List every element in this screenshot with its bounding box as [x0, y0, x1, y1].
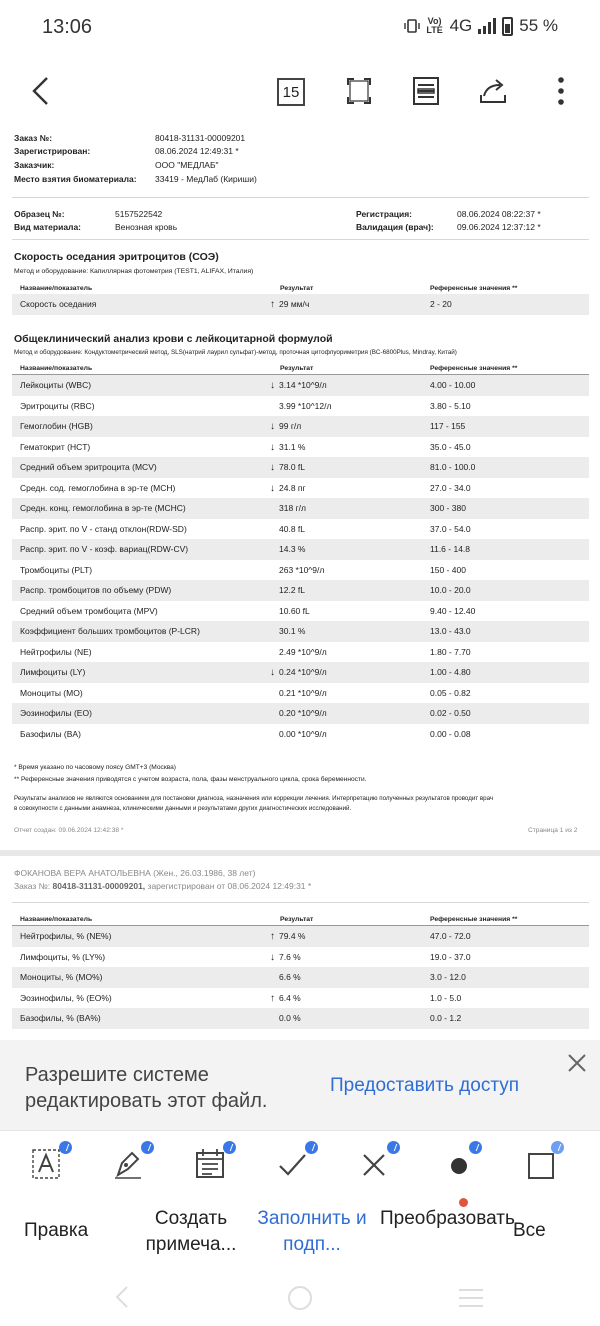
table-row — [12, 478, 589, 499]
test-name: Коэффициент больших тромбоцитов (P-LCR) — [20, 626, 200, 636]
reference-note: ** Референсные значения приводятся с учетом возраста, пола, фазы менструального цикла, срока беременности. — [14, 776, 367, 783]
test-name: Распр. эрит. по V - коэф. вариац(RDW-CV) — [20, 544, 189, 554]
cross-tool[interactable] — [358, 1147, 394, 1183]
registered-label: Зарегистрирован: — [14, 146, 91, 156]
table-row — [12, 642, 589, 663]
test-reference: 4.00 - 10.00 — [430, 380, 476, 390]
material-label: Вид материала: — [14, 222, 82, 232]
divider — [12, 197, 589, 198]
test-result: 0.24 *10^9/л — [279, 667, 327, 677]
table-row — [12, 662, 589, 683]
dot-icon — [440, 1147, 472, 1181]
table-row — [12, 947, 589, 968]
time-note: * Время указано по часовому поясу GMT+3 (Москва) — [14, 764, 176, 771]
test-name: Эозинофилы, % (EO%) — [20, 992, 112, 1003]
order-line — [14, 881, 311, 891]
order-label: Заказ №: — [14, 133, 53, 143]
test-result: 263 *10^9/л — [279, 564, 325, 575]
test-name: Тромбоциты (PLT) — [20, 564, 93, 575]
test-name: Эритроциты (RBC) — [20, 400, 95, 411]
test-name: Нейтрофилы, % (NE%) — [20, 931, 112, 941]
test-result: 3.99 *10^12/л — [279, 400, 332, 411]
status-bar — [0, 0, 600, 56]
test-name: Средний объем тромбоцита (MPV) — [20, 605, 158, 616]
back-button[interactable] — [24, 74, 58, 108]
patient-header: ФОКАНОВА ВЕРА АНАТОЛЬЕВНА (Жен., 26.03.1986, 38 лет) — [14, 868, 256, 878]
premium-badge-icon — [59, 1141, 72, 1154]
page-number-button[interactable]: 15 — [277, 78, 305, 106]
order-prefix: Заказ №: — [14, 881, 51, 891]
table-row — [12, 375, 589, 396]
disclaimer-line-1: Результаты анализов не являются основанием для постановки диагноза, назначения или коррекции лечения. Интерпретацию полученных результатов проводит врач — [14, 795, 494, 802]
tab-fill-sign[interactable]: Заполнить и подп... — [257, 1208, 367, 1255]
system-nav-bar — [0, 1274, 600, 1326]
test-reference: 3.80 - 5.10 — [430, 400, 471, 411]
test-reference: 11.6 - 14.8 — [430, 544, 471, 554]
test-name: Средн. конц. гемоглобина в эр-те (MCHC) — [20, 503, 186, 513]
test-reference: 0.00 - 0.08 — [430, 728, 471, 739]
test-reference: 1.00 - 4.80 — [430, 667, 471, 677]
test-name: Распр. тромбоцитов по объему (PDW) — [20, 585, 172, 595]
test-reference: 0.02 - 0.50 — [430, 708, 471, 718]
premium-badge-icon — [223, 1141, 236, 1154]
test-name: Моноциты, % (MO%) — [20, 972, 103, 982]
registration-label: Регистрация: — [356, 209, 413, 219]
test-reference: 117 - 155 — [430, 421, 466, 431]
text-box-icon — [30, 1147, 62, 1181]
sample-value: 5157522542 — [115, 209, 163, 219]
tab-create-note[interactable]: Создать примеча... — [145, 1208, 237, 1255]
nav-home-button[interactable] — [286, 1284, 314, 1317]
registered-value: 08.06.2024 12:49:31 * — [155, 146, 239, 156]
material-value: Венозная кровь — [115, 222, 178, 232]
test-reference: 9.40 - 12.40 — [430, 605, 476, 616]
test-reference: 10.0 - 20.0 — [430, 585, 471, 595]
notification-dot — [459, 1198, 468, 1207]
test-name: Нейтрофилы (NE) — [20, 646, 92, 657]
cbc-title: Общеклинический анализ крови с лейкоцитарной формулой — [14, 333, 333, 345]
checkmark-icon — [276, 1147, 308, 1181]
test-name: Моноциты (MO) — [20, 687, 83, 698]
test-result: 318 г/л — [279, 503, 306, 513]
test-reference: 150 - 400 — [430, 564, 466, 575]
test-name: Базофилы (BA) — [20, 728, 81, 739]
test-reference: 1.0 - 5.0 — [430, 992, 462, 1003]
status-icons — [404, 16, 558, 36]
test-result: 31.1 % — [279, 441, 306, 452]
nav-back-icon — [110, 1284, 134, 1310]
table-row — [12, 601, 589, 622]
order-number: 80418-31131-00009201, — [52, 881, 146, 891]
test-name: Лимфоциты (LY) — [20, 667, 86, 677]
col-header-name: Название/показатель — [20, 916, 93, 923]
arrow-down-icon: ↓ — [270, 951, 275, 963]
test-result: 0.0 % — [279, 1013, 301, 1023]
table-row — [12, 519, 589, 540]
page-indicator: Страница 1 из 2 — [528, 827, 578, 834]
premium-badge-icon — [469, 1141, 482, 1154]
tab-convert[interactable]: Преобразовать — [380, 1208, 515, 1229]
test-reference: 300 - 380 — [430, 503, 466, 513]
arrow-down-icon: ↓ — [270, 462, 275, 473]
cbc-method: Метод и оборудование: Кондуктометрический метод, SLS(натрий лаурил сульфат)-метод, проточная цитофлуориметрия (BC-6800Plus, Mindray, Китай) — [14, 349, 457, 356]
test-reference: 27.0 - 34.0 — [430, 482, 471, 493]
col-header-result: Результат — [280, 285, 314, 292]
test-result: 10.60 fL — [279, 605, 310, 616]
more-vertical-icon — [557, 76, 565, 106]
page-view-button[interactable] — [409, 74, 443, 108]
text-tool[interactable] — [30, 1147, 66, 1183]
bottom-tabs — [0, 1198, 600, 1274]
dot-tool[interactable] — [440, 1147, 476, 1183]
annotation-tools — [0, 1130, 600, 1198]
premium-badge-icon — [305, 1141, 318, 1154]
report-created: Отчет создан: 09.06.2024 12:42:38 * — [14, 827, 124, 834]
rectangle-tool[interactable] — [522, 1147, 558, 1183]
test-reference: 0.05 - 0.82 — [430, 687, 471, 698]
col-header-result: Результат — [280, 365, 314, 372]
arrow-up-icon: ↑ — [270, 992, 275, 1004]
table-row — [12, 621, 589, 642]
test-result: 0.00 *10^9/л — [279, 728, 327, 739]
banner-message: Разрешите системе редактировать этот файл. — [25, 1064, 268, 1112]
test-result: 0.21 *10^9/л — [279, 687, 327, 698]
customer-label: Заказчик: — [14, 160, 55, 170]
table-row — [12, 416, 589, 437]
nav-back-button[interactable] — [110, 1284, 134, 1315]
rectangle-icon — [522, 1147, 554, 1181]
test-result: 14.3 % — [279, 544, 306, 554]
arrow-up-icon: ↑ — [270, 299, 275, 310]
signature-tool[interactable] — [112, 1147, 148, 1183]
table-row — [12, 703, 589, 724]
network-type: 4G — [449, 16, 473, 35]
order-value: 80418-31131-00009201 — [155, 133, 246, 143]
test-result: 3.14 *10^9/л — [279, 380, 327, 390]
test-reference: 13.0 - 43.0 — [430, 626, 471, 636]
test-result: 7.6 % — [279, 951, 301, 962]
test-result: 6.4 % — [279, 992, 301, 1003]
fullscreen-icon — [346, 77, 372, 105]
esr-title: Скорость оседания эритроцитов (СОЭ) — [14, 251, 219, 263]
date-tool[interactable] — [194, 1147, 230, 1183]
table-row — [12, 539, 589, 560]
test-name: Средн. сод. гемоглобина в эр-те (MCH) — [20, 482, 176, 493]
table-row — [12, 967, 589, 988]
arrow-down-icon: ↓ — [270, 441, 275, 453]
esr-method: Метод и оборудование: Капиллярная фотометрия (TEST1, ALIFAX, Италия) — [14, 268, 254, 275]
table-row — [12, 683, 589, 704]
pen-nib-icon — [112, 1147, 144, 1181]
test-result: 78.0 fL — [279, 462, 305, 472]
place-value: 33419 - МедЛаб (Кириши) — [155, 174, 257, 184]
test-result: 99 г/л — [279, 421, 302, 431]
test-name: Распр. эрит. по V - станд отклон(RDW-SD) — [20, 523, 187, 534]
pdf-document[interactable] — [0, 128, 600, 1040]
chevron-left-icon — [29, 76, 53, 106]
test-name: Базофилы, % (BA%) — [20, 1013, 101, 1023]
battery-level: 55 % — [519, 16, 558, 35]
test-reference: 3.0 - 12.0 — [430, 972, 466, 982]
share-button[interactable] — [476, 74, 510, 108]
test-name: Лейкоциты (WBC) — [20, 380, 92, 390]
disclaimer-line-2: в совокупности с данными анамнеза, клиническими данными и результатами других диагностических исследований. — [14, 805, 352, 812]
arrow-down-icon: ↓ — [270, 421, 275, 432]
test-name: Скорость оседания — [20, 299, 97, 309]
test-result: 40.8 fL — [279, 523, 305, 534]
divider — [12, 902, 589, 903]
col-header-name: Название/показатель — [20, 365, 93, 372]
arrow-down-icon: ↓ — [270, 482, 275, 494]
col-header-reference: Референсные значения ** — [430, 365, 518, 372]
table-row — [12, 437, 589, 458]
col-header-result: Результат — [280, 916, 314, 923]
premium-badge-icon — [551, 1141, 564, 1154]
test-reference: 35.0 - 45.0 — [430, 441, 471, 452]
test-result: 79.4 % — [279, 931, 306, 941]
test-result: 30.1 % — [279, 626, 306, 636]
test-reference: 0.0 - 1.2 — [430, 1013, 462, 1023]
checkmark-tool[interactable] — [276, 1147, 312, 1183]
more-options-button[interactable] — [544, 74, 578, 108]
table-row — [12, 926, 589, 947]
test-result: 29 мм/ч — [279, 299, 310, 309]
table-row — [12, 724, 589, 745]
test-reference: 1.80 - 7.70 — [430, 646, 471, 657]
table-row — [12, 560, 589, 581]
nav-home-icon — [286, 1284, 314, 1312]
page-layout-icon — [412, 76, 440, 106]
test-result: 24.8 пг — [279, 482, 306, 493]
tab-all[interactable]: Все — [513, 1220, 546, 1241]
vibrate-icon — [404, 18, 420, 34]
close-icon — [566, 1052, 588, 1074]
cross-icon — [358, 1147, 390, 1181]
test-name: Гемоглобин (HGB) — [20, 421, 93, 431]
test-reference: 2 - 20 — [430, 299, 452, 309]
arrow-down-icon: ↓ — [270, 667, 275, 678]
test-reference: 19.0 - 37.0 — [430, 951, 471, 962]
page-separator — [0, 850, 600, 856]
validation-label: Валидация (врач): — [356, 222, 434, 232]
arrow-up-icon: ↑ — [270, 931, 275, 942]
order-suffix: зарегистрирован от 08.06.2024 12:49:31 * — [147, 881, 312, 891]
grant-access-button[interactable]: Предоставить доступ — [330, 1075, 520, 1096]
table-row — [12, 1008, 589, 1029]
table-row — [12, 498, 589, 519]
test-result: 0.20 *10^9/л — [279, 708, 327, 718]
test-name: Гематокрит (HCT) — [20, 441, 91, 452]
col-header-name: Название/показатель — [20, 285, 93, 292]
nav-menu-icon — [456, 1286, 486, 1310]
test-reference: 47.0 - 72.0 — [430, 931, 471, 941]
col-header-reference: Референсные значения ** — [430, 285, 518, 292]
place-label: Место взятия биоматериала: — [14, 174, 137, 184]
share-icon — [478, 77, 508, 105]
premium-badge-icon — [141, 1141, 154, 1154]
test-name: Лимфоциты, % (LY%) — [20, 951, 106, 962]
edit-permission-banner — [0, 1040, 600, 1130]
arrow-down-icon: ↓ — [270, 380, 275, 391]
test-name: Средний объем эритроцита (MCV) — [20, 462, 157, 472]
test-name: Эозинофилы (EO) — [20, 708, 92, 718]
test-result: 2.49 *10^9/л — [279, 646, 327, 657]
sample-label: Образец №: — [14, 209, 65, 219]
table-row — [12, 396, 589, 417]
fullscreen-button[interactable] — [342, 74, 376, 108]
col-header-reference: Референсные значения ** — [430, 916, 518, 923]
test-result: 12.2 fL — [279, 585, 305, 595]
status-time: 13:06 — [42, 16, 93, 38]
test-reference: 81.0 - 100.0 — [430, 462, 476, 472]
divider — [12, 239, 589, 240]
test-result: 6.6 % — [279, 972, 301, 982]
tab-edit[interactable]: Правка — [24, 1220, 89, 1241]
volte-label: Vo) LTE — [426, 16, 443, 35]
banner-close-button[interactable] — [566, 1052, 592, 1078]
premium-badge-icon — [387, 1141, 400, 1154]
table-row — [12, 457, 589, 478]
registration-value: 08.06.2024 08:22:37 * — [457, 209, 541, 219]
table-row — [12, 294, 589, 315]
calendar-icon — [194, 1147, 226, 1181]
test-reference: 37.0 - 54.0 — [430, 523, 471, 534]
validation-value: 09.06.2024 12:37:12 * — [457, 222, 541, 232]
battery-icon — [502, 17, 513, 36]
table-row — [12, 988, 589, 1009]
signal-icon — [478, 18, 496, 34]
table-row — [12, 580, 589, 601]
customer-value: ООО "МЕДЛАБ" — [155, 160, 219, 170]
nav-recents-button[interactable] — [456, 1286, 486, 1315]
